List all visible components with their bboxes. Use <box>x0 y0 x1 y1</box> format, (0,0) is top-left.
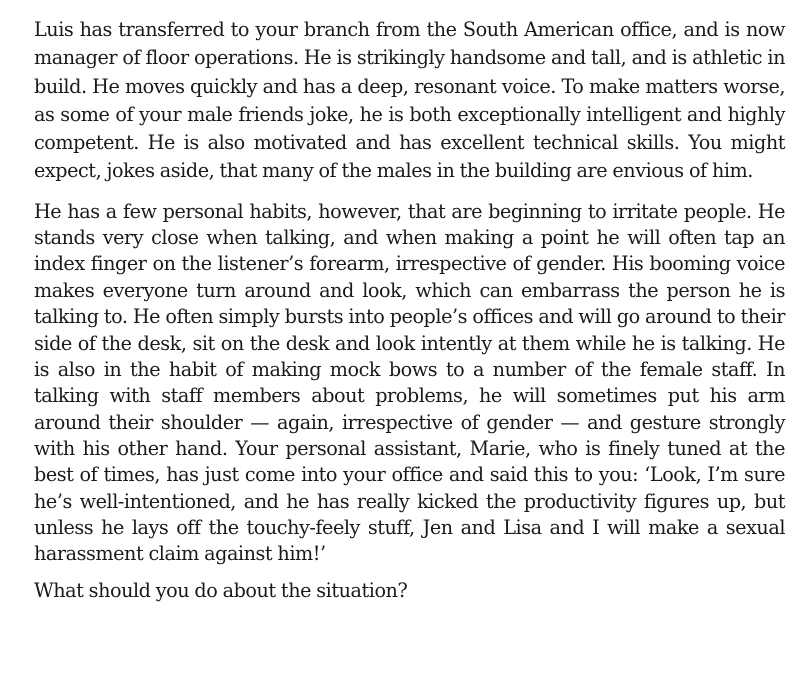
paragraph-personal-habits: He has a few personal habits, however, that are beginning to irritate people. He stands very close when talking, and when making a point he will often tap an index finger on the listener’s forearm, irrespective of gender. His booming voice makes everyone turn around and look, which can embarrass the person he is talking to. He often simply bursts into people’s offices and will go around to their side of the desk, sit on the desk and look intently at them while he is talking. He is also in the habit of making mock bows to a number of the female staff. In talking with staff members about problems, he will sometimes put his arm around their shoulder — again, irrespective of gender — and gesture strongly with his other hand. Your personal assistant, Marie, who is finely tuned at the best of times, has just come into your office and said this to you: ‘Look, I’m sure he’s well-intentioned, and he has really kicked the productivity figures up, but unless he lays off the touchy-feely stuff, Jen and Lisa and I will make a sexual harassment claim against him!’ <box>34 199 785 566</box>
paragraph-question: What should you do about the situation? <box>34 578 408 602</box>
paragraph-luis-introduction: Luis has transferred to your branch from the South American office, and is now manager of floor operations. He is strikingly handsome and tall, and is athletic in build. He moves quickly and has a deep, resonant voice. To make matters worse, as some of your male friends joke, he is both exceptionally intelligent and highly competent. He is also motivated and has excellent technical skills. You might expect, jokes aside, that many of the males in the building are envious of him. <box>34 18 785 183</box>
document-page <box>34 16 785 605</box>
